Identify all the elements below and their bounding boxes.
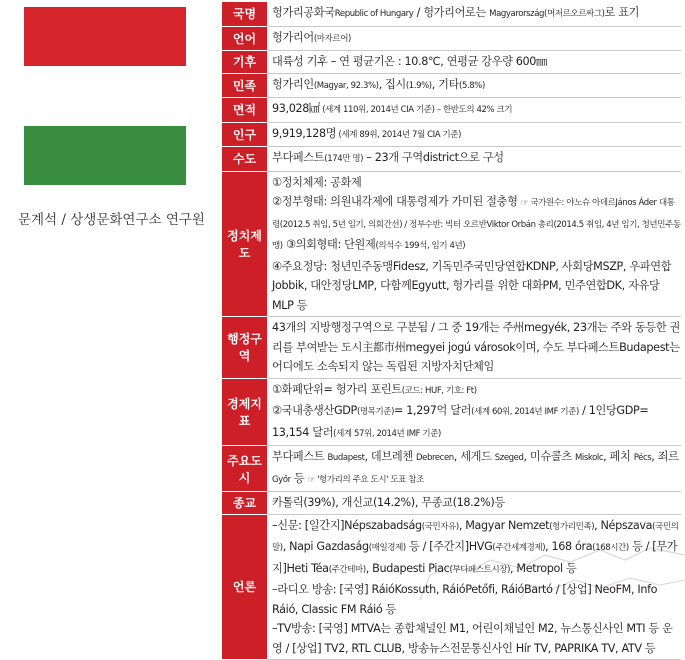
gdp-value: = 1,297억 달러: [394, 404, 472, 417]
country-name-ko: 헝가리공화국: [272, 6, 335, 19]
value-cities: [267, 446, 681, 492]
population-rank: (세계 89위, 2014년 7월 CIA 기준): [336, 129, 461, 140]
label-religion: 종교: [222, 492, 267, 515]
eth-2-pct: (1.9%): [405, 80, 432, 91]
city-6: , 죄르: [651, 450, 679, 463]
value-area: [267, 98, 681, 123]
city-1: 부다페스트: [272, 450, 328, 463]
author-caption: 문계석 / 상생문화연구소 연구원: [18, 212, 205, 228]
np-8: , Budapesti Piac: [365, 561, 450, 575]
label-admin: 행정구역: [222, 317, 267, 379]
np-7: 등 / [무가지]Heti Téa: [272, 540, 678, 575]
media-radio: –라디오 방송: [국영] RáióKossuth, RáióPetőfi, RáióBartó / [상업] NeoFM, Info Ráió, Classic FM Ráió 등: [272, 583, 658, 616]
city-4-en: Miskolc: [574, 453, 604, 463]
flag-white-stripe: [24, 66, 186, 126]
economy-currency: [272, 380, 681, 402]
population-count: 9,919,128명: [272, 126, 337, 140]
value-economy: [267, 378, 681, 446]
city-3: , 세게드: [453, 450, 495, 463]
gdp-per-capita-rank: (세계 57위, 2014년 IMF 기준): [333, 428, 441, 439]
area-rank: (세계 110위, 2014년 CIA 기준): [319, 105, 437, 115]
row-climate: [222, 51, 681, 74]
label-politics: 정치제도: [222, 171, 267, 317]
politics-parliament-detail: (의석수 199석, 임기 4년): [375, 241, 466, 251]
row-ethnicity: [222, 73, 681, 98]
row-religion: [222, 492, 681, 515]
cities-note: ☞ '헝가리의 주요 도시' 도표 참조: [307, 474, 424, 485]
np-4-note: (매일경제): [368, 543, 406, 553]
capital-name: 부다페스트: [272, 151, 325, 164]
np-1: –신문: [일간지]Népszabadság: [272, 518, 422, 532]
value-admin: 43개의 지방행정구역으로 구분됨 / 그 중 19개는 주州megyék, 23개는 주와 동등한 권리를 부여받는 도시主都市州megyei jogú városok이며, 수도 부다페스트Budapest는 어디에도 소속되지 않는 독립된 지방자치단체임: [267, 317, 681, 379]
eth-1-pct: (Magyar, 92.3%): [313, 80, 379, 91]
label-climate: 기후: [222, 51, 267, 74]
label-language: 언어: [222, 26, 267, 51]
np-1-note: (국민자유): [421, 521, 459, 532]
label-economy: 경제지표: [222, 378, 267, 446]
eth-3-pct: (5.8%): [459, 80, 485, 91]
label-media: 언론: [222, 514, 267, 660]
country-name-hu: Magyarország(머저르오르싸그): [489, 9, 605, 19]
city-2: , 데브레첸: [364, 450, 416, 463]
np-6: , 168 óra: [545, 540, 593, 553]
capital-districts: – 23개 구역district으로 구성: [363, 151, 504, 164]
country-name-en: Republic of Hungary: [334, 9, 414, 19]
value-country: [267, 2, 681, 26]
city-6-en: Győr: [272, 474, 291, 485]
value-language: [267, 26, 681, 51]
label-capital: 수도: [222, 147, 267, 172]
row-language: [222, 26, 681, 51]
country-info-table: [222, 2, 681, 660]
np-3: , Népszava: [594, 518, 653, 532]
np-5: 등 / [주간지]HVG: [405, 540, 493, 553]
label-area: 면적: [222, 98, 267, 123]
language-main: 헝가리어: [272, 30, 314, 44]
eth-2: , 집시: [378, 77, 406, 91]
value-population: [267, 122, 681, 147]
row-media: [222, 514, 681, 660]
np-2-note: (헝가리민족): [549, 521, 595, 532]
row-capital: [222, 147, 681, 172]
area-compare: – 한반도의 42% 크기: [436, 105, 513, 115]
row-country: [222, 2, 681, 26]
eth-1: 헝가리인: [272, 77, 314, 91]
politics-gov-detail: ☞ 국가원수: 야노슈 아데르János Áder 대통령(2012.5 취임, 5년 임기, 의회간선) / 정부수반: 빅터 오르반Viktor Orbán 총리(2014.5 취임, 4년 임기, 청년민주동맹): [272, 198, 681, 251]
row-population: [222, 122, 681, 147]
country-sep: / 헝가리어로는: [413, 6, 490, 19]
np-8-note: (부다페스트시장): [449, 564, 510, 575]
gdp-basis: (명목기준): [356, 407, 395, 417]
politics-parties: ④주요정당: 청년민주동맹Fidesz, 기독민주국민당연합KDNP, 사회당MSZP, 우파연합Jobbik, 대안정당LMP, 다함께Egyutt, 헝가리를 위한 대화PM, 민주연합DK, 자유당MLP 등: [272, 259, 672, 312]
gdp-rank: (세계 60위, 2014년 IMF 기준): [471, 407, 579, 417]
row-cities: [222, 446, 681, 492]
row-politics: [222, 171, 681, 317]
gdp-per-capita: / 1인당GDP= 13,154 달러: [272, 404, 649, 439]
flag-green-stripe: [24, 126, 186, 185]
city-1-en: Budapest: [327, 453, 365, 463]
label-ethnicity: 민족: [222, 73, 267, 98]
gdp-label: ②국내총생산GDP: [272, 404, 357, 417]
np-3-note: (국민의 말): [272, 521, 679, 553]
economy-gdp: [272, 401, 681, 444]
city-5: , 페치: [603, 450, 634, 463]
area-size: 93,028㎢: [272, 102, 320, 115]
city-4: , 미슈콜츠: [523, 450, 575, 463]
np-2: , Magyar Nemzet: [458, 518, 550, 532]
value-ethnicity: [267, 73, 681, 98]
currency-name: ①화폐단위= 헝가리 포린트: [272, 382, 402, 396]
capital-pop: (174만 명): [324, 154, 364, 164]
language-alt: (마자르어): [313, 33, 351, 44]
media-tv: –TV방송: [국영] MTVA는 종합채널인 M1, 어린이채널인 M2, 뉴스통신사인 MTI 등 운영 / [상업] TV2, RTL CLUB, 방송뉴스전문통신사인 Hír TV, PAPRIKA TV, ATV 등: [272, 622, 673, 655]
np-9: , Metropol 등: [510, 561, 577, 575]
value-politics: [267, 171, 681, 317]
cities-etc: 등: [290, 471, 308, 485]
label-population: 인구: [222, 122, 267, 147]
label-cities: 주요도시: [222, 446, 267, 492]
label-country: 국명: [222, 2, 267, 26]
city-3-en: Szeged: [494, 453, 524, 463]
politics-parliament: ③의회형태: 단원제: [282, 238, 376, 251]
city-5-en: Pécs: [633, 453, 652, 463]
politics-system: ①정치체제: 공화제: [272, 175, 362, 189]
flag-red-stripe: [24, 7, 186, 66]
hungary-flag: [24, 7, 186, 185]
row-economy: [222, 378, 681, 446]
value-religion: 카톨릭(39%), 개신교(14.2%), 무종교(18.2%)등: [267, 492, 681, 515]
row-admin: [222, 317, 681, 379]
media-newspapers: [272, 516, 681, 581]
row-area: [222, 98, 681, 123]
eth-3: , 기타: [431, 77, 460, 91]
np-4: , Napi Gazdaság: [282, 540, 369, 553]
politics-government: [272, 192, 681, 257]
currency-code: (코드: HUF, 기호: Ft): [401, 385, 477, 396]
np-5-note: (주간세계경제): [492, 543, 546, 553]
politics-gov-type: ②정부형태: 의원내각제에 대통령제가 가미된 절충형: [272, 195, 521, 208]
value-climate: 대륙성 기후 – 연 평균기온 : 10.8℃, 연평균 강우량 600㎜: [267, 51, 681, 74]
np-6-note: (168시간): [592, 543, 629, 553]
value-capital: [267, 147, 681, 172]
city-2-en: Debrecen: [415, 453, 454, 463]
value-media: [267, 514, 681, 660]
np-7-note: (주간테마): [328, 564, 366, 575]
country-suffix: 로 표기: [604, 6, 640, 19]
